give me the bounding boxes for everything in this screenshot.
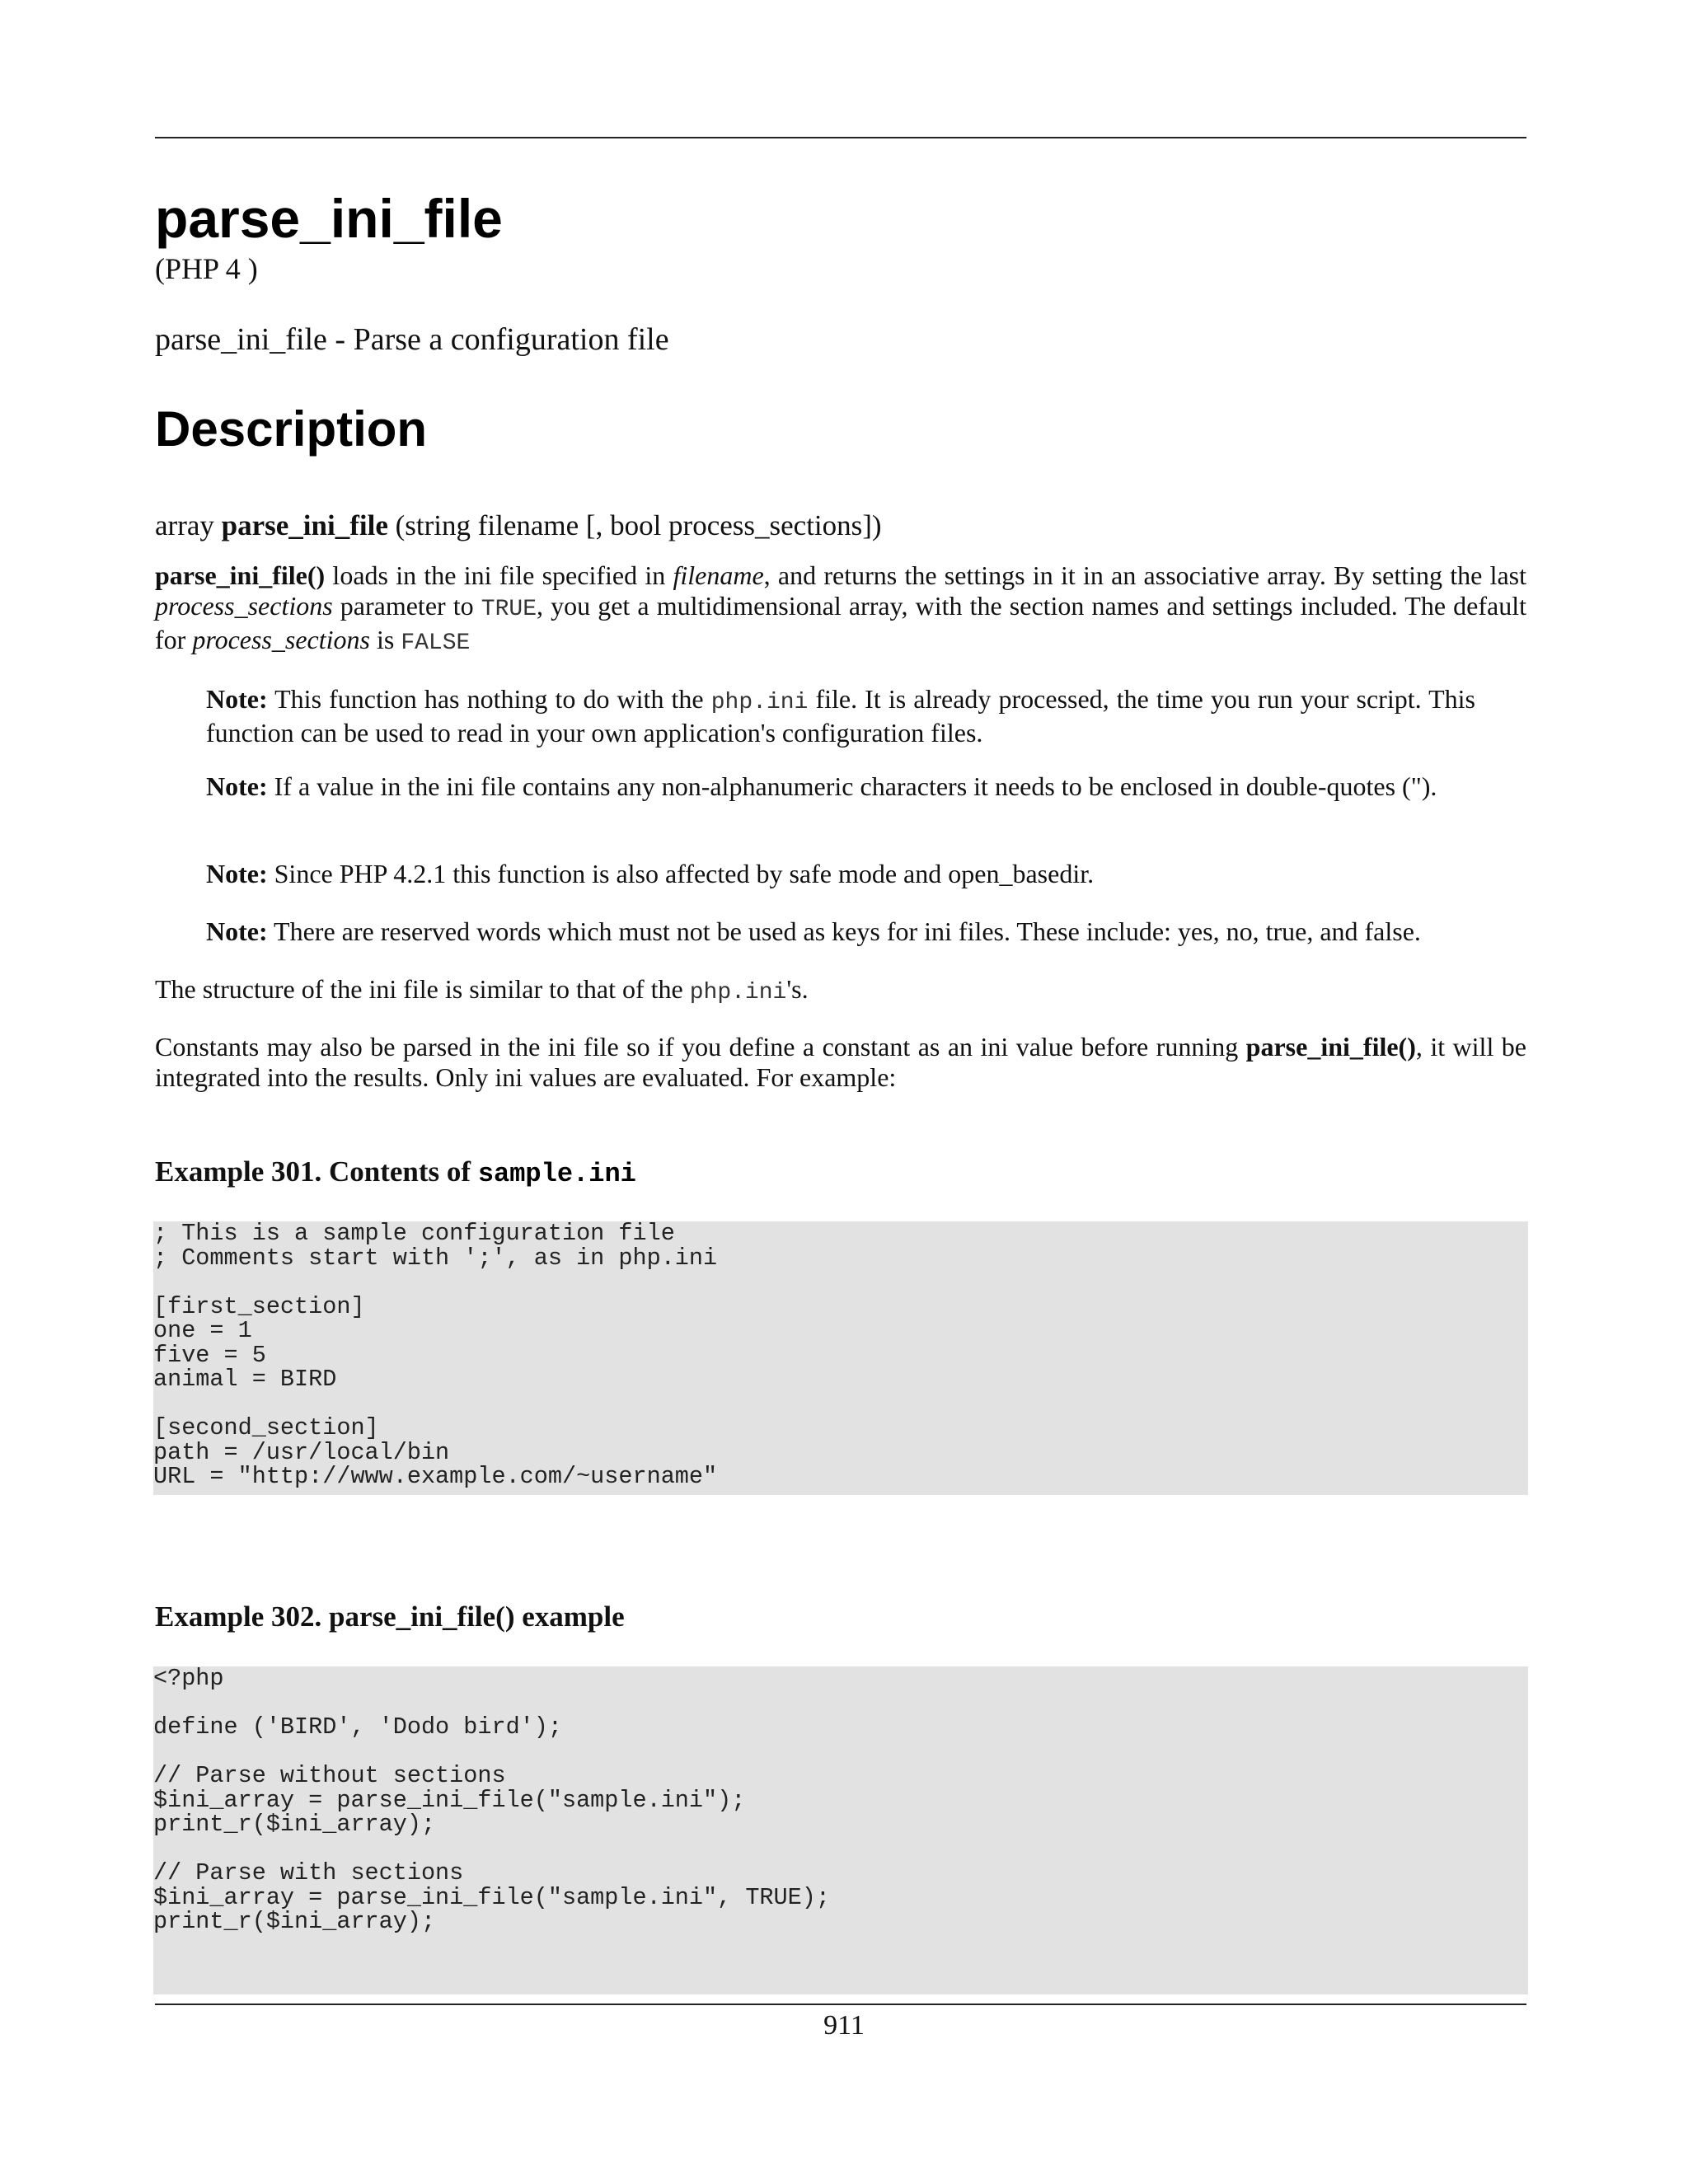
code-line [153, 1691, 1528, 1716]
code-line: <?php [153, 1666, 224, 1692]
code-line: print_r($ini_array); [153, 1908, 436, 1935]
text: This function has nothing to do with the [267, 684, 711, 714]
text: Since PHP 4.2.1 this function is also affected by safe mode and open_basedir. [267, 859, 1095, 888]
code-line [153, 1837, 1528, 1862]
code-line: path = /usr/local/bin [153, 1438, 450, 1466]
note-4 [206, 916, 1475, 947]
refpurpose: parse_ini_file - Parse a configuration file [155, 322, 669, 357]
code-line: URL = "http://www.example.com/~username" [153, 1463, 718, 1490]
code-line [153, 1392, 1528, 1417]
note-label: Note: [206, 684, 268, 714]
code-line: one = 1 [153, 1317, 252, 1344]
constant-false: FALSE [401, 630, 471, 656]
text: 's. [786, 974, 809, 1004]
code-line: animal = BIRD [153, 1366, 337, 1393]
code-php-ini: php.ini [710, 690, 809, 715]
header-rule [155, 137, 1526, 138]
text: If a value in the ini file contains any non-alphanumeric characters it needs to be enclosed in double-quotes ("). [267, 771, 1437, 801]
note-label: Note: [206, 859, 268, 888]
footer-rule [155, 2004, 1526, 2005]
text: loads in the ini file specified in [325, 560, 673, 590]
code-php-ini: php.ini [689, 980, 787, 1005]
description-paragraph [155, 560, 1526, 658]
code-line: ; This is a sample configuration file [153, 1221, 675, 1247]
constant-true: TRUE [481, 597, 537, 622]
example-title-code: sample.ini [477, 1159, 636, 1189]
php-version: (PHP 4 ) [155, 252, 258, 285]
text: parameter to [332, 591, 481, 621]
page-number: 911 [823, 2010, 865, 2041]
code-block-sample-ini [153, 1221, 1528, 1495]
note-3 [206, 859, 1475, 889]
note-1 [206, 684, 1475, 748]
text: is [369, 625, 401, 654]
text: There are reserved words which must not be used as keys for ini files. These include: yes, no, true, and false. [267, 916, 1421, 946]
code-line: $ini_array = parse_ini_file("sample.ini"); [153, 1786, 746, 1814]
code-line: print_r($ini_array); [153, 1811, 436, 1838]
code-line: // Parse with sections [153, 1859, 464, 1886]
constants-paragraph [155, 1032, 1526, 1093]
text: file. It is already processed, the time you run your script. This function can be used to read in your own application's configuration files. [206, 684, 1476, 748]
code-line [153, 1740, 1528, 1765]
note-label: Note: [206, 771, 268, 801]
param-process-sections: process_sections [155, 591, 333, 621]
code-block-php-example [153, 1666, 1528, 1994]
section-heading-description: Description [155, 401, 428, 457]
code-line: $ini_array = parse_ini_file("sample.ini", TRUE); [153, 1883, 830, 1911]
text: The structure of the ini file is similar to that of the [155, 974, 690, 1004]
code-line [153, 1934, 1528, 1959]
function-ref: parse_ini_file() [1245, 1032, 1416, 1062]
code-line: // Parse without sections [153, 1762, 506, 1789]
text: , and returns the settings in it in an associative array. By setting the last [763, 560, 1527, 590]
function-synopsis [155, 508, 882, 544]
code-line: [second_section] [153, 1414, 379, 1441]
function-params: (string filename [, bool process_sections]) [395, 509, 882, 541]
page-title: parse_ini_file [155, 188, 503, 249]
code-line: [first_section] [153, 1292, 365, 1320]
param-filename: filename [673, 560, 764, 590]
code-line: define ('BIRD', 'Dodo bird'); [153, 1713, 562, 1741]
example-302-title: Example 302. parse_ini_file() example [155, 1601, 625, 1633]
code-line: five = 5 [153, 1341, 266, 1369]
function-ref: parse_ini_file() [155, 560, 326, 590]
text: , it will be integrated into the results. Only ini values are evaluated. For example: [155, 1032, 1527, 1092]
code-line [153, 1270, 1528, 1295]
param-process-sections: process_sections [192, 625, 370, 654]
note-label: Note: [206, 916, 268, 946]
text: , you get a multidimensional array, with the section names and settings included. The default for [155, 591, 1527, 654]
example-301-title [155, 1155, 636, 1191]
example-title-text: Example 301. Contents of [155, 1155, 478, 1188]
structure-paragraph [155, 974, 1526, 1008]
text: Constants may also be parsed in the ini file so if you define a constant as an ini value before running [155, 1032, 1246, 1062]
code-line: ; Comments start with ';', as in php.ini [153, 1244, 718, 1272]
note-2 [206, 771, 1475, 802]
function-name: parse_ini_file [221, 509, 388, 541]
return-type: array [155, 509, 214, 541]
